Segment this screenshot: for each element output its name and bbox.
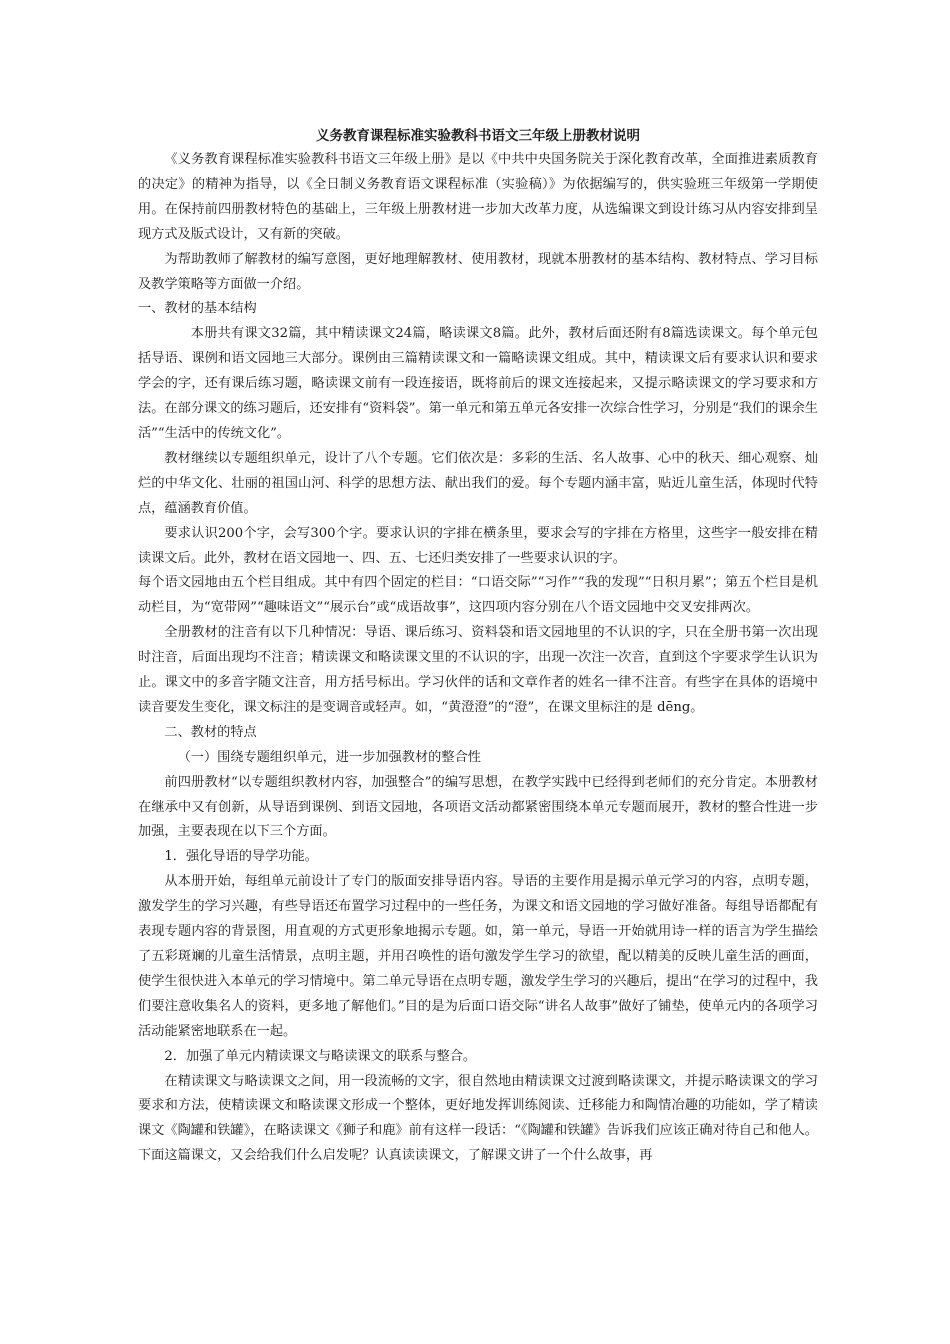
document-title: 义务教育课程标准实验教科书语文三年级上册教材说明 <box>316 128 640 144</box>
point-1-heading: 1．强化导语的导学功能。 <box>164 849 318 865</box>
structure-paragraph-3: 要求认识200个字，会写300个字。要求认识的字排在横条里，要求会写的字排在方格里，这些字一般安排在精读课文后。此外，教材在语文园地一、四、五、七还归类安排了一些要求认识的字。 <box>138 525 818 566</box>
section-2-heading: 二、教材的特点 <box>164 724 257 740</box>
structure-paragraph-5: 全册教材的注音有以下几种情况：导语、课后练习、资料袋和语文园地里的不认识的字，只在全册书第一次出现时注音，后面出现均不注音；精读课文和略读课文里的不认识的字，出现一次注一次音，直到这个字要求学生认识为止。课文中的多音字随文注音，用方括号标出。学习伙伴的话和文章作者的姓名一律不注音。有些字在具体的语境中读音要发生变化，课文标注的是变调音或轻声。如，“黄澄澄”的“澄”，在课文里标注的是 dēng。 <box>138 625 818 715</box>
section-1-heading: 一、教材的基本结构 <box>138 301 257 317</box>
point-2-heading: 2．加强了单元内精读课文与略读课文的联系与整合。 <box>164 1048 477 1064</box>
document-page <box>138 124 818 1169</box>
features-paragraph-1: 前四册教材“以专题组织教材内容，加强整合”的编写思想，在教学实践中已经得到老师们的充分肯定。本册教材在继承中又有创新，从导语到课例、到语文园地，各项语文活动都紧密围绕本单元专题而展开，教材的整合性进一步加强，主要表现在以下三个方面。 <box>138 774 818 840</box>
structure-paragraph-1: 本册共有课文32篇，其中精读课文24篇，略读课文8篇。此外，教材后面还附有8篇选读课文。每个单元包括导语、课例和语文园地三大部分。课例由三篇精读课文和一篇略读课文组成。其中，精读课文后有要求认识和要求学会的字，还有课后练习题，略读课文前有一段连接语，既将前后的课文连接起来，又提示略读课文的学习要求和方法。在部分课文的练习题后，还安排有“资料袋”。第一单元和第五单元各安排一次综合性学习，分别是“我们的课余生活”“生活中的传统文化”。 <box>138 326 818 441</box>
features-paragraph-3: 在精读课文与略读课文之间，用一段流畅的文字，很自然地由精读课文过渡到略读课文，并提示略读课文的学习要求和方法，使精读课文和略读课文形成一个整体，更好地发挥训练阅读、迁移能力和陶情冶趣的功能如，学了精读课文《陶罐和铁罐》，在略读课文《狮子和鹿》前有这样一段话：“《陶罐和铁罐》告诉我们应该正确对待自己和他人。下面这篇课文，又会给我们什么启发呢？认真读读课文，了解课文讲了一个什么故事，再 <box>138 1073 818 1164</box>
structure-paragraph-4: 每个语文园地由五个栏目组成。其中有四个固定的栏目：“口语交际”“习作”“我的发现”“日积月累”；第五个栏目是机动栏目，为“宽带网”“趣味语文”“展示台”或“成语故事”，这四项内容分别在八个语文园地中交叉安排两次。 <box>138 575 818 616</box>
intro-paragraph-2: 为帮助教师了解教材的编写意图，更好地理解教材、使用教材，现就本册教材的基本结构、教材特点、学习目标及教学策略等方面做一介绍。 <box>138 251 818 292</box>
structure-paragraph-2: 教材继续以专题组织单元，设计了八个专题。它们依次是：多彩的生活、名人故事、心中的秋天、细心观察、灿烂的中华文化、壮丽的祖国山河、科学的思想方法、献出我们的爱。每个专题内涵丰富，贴近儿童生活，体现时代特点，蕴涵教育价值。 <box>138 450 818 516</box>
intro-paragraph-1: 《义务教育课程标准实验教科书语文三年级上册》是以《中共中央国务院关于深化教育改革，全面推进素质教育的决定》的精神为指导，以《全日制义务教育语文课程标准（实验稿）》为依据编写的，供实验班三年级第一学期使用。在保持前四册教材特色的基础上，三年级上册教材进一步加大改革力度，从选编课文到设计练习从内容安排到呈现方式及版式设计，又有新的突破。 <box>138 152 818 242</box>
subsection-1-heading: （一）围绕专题组织单元，进一步加强教材的整合性 <box>177 749 481 765</box>
features-paragraph-2: 从本册开始，每组单元前设计了专门的版面安排导语内容。导语的主要作用是揭示单元学习的内容，点明专题，激发学生的学习兴趣，有些导语还布置学习过程中的一些任务，为课文和语文园地的学习做好准备。每组导语都配有表现专题内容的背景图，用直观的方式更形象地揭示专题。如，第一单元，导语一开始就用诗一样的语言为学生描绘了五彩斑斓的儿童生活情景，点明主题，并用召唤性的语句激发学生学习的欲望，配以精美的反映儿童生活的画面，使学生很快进入本单元的学习情境中。第二单元导语在点明专题，激发学生学习的兴趣后，提出“在学习的过程中，我们要注意收集名人的资料，更多地了解他们。”目的是为后面口语交际“讲名人故事”做好了铺垫，使单元内的各项学习活动能紧密地联系在一起。 <box>138 874 818 1039</box>
